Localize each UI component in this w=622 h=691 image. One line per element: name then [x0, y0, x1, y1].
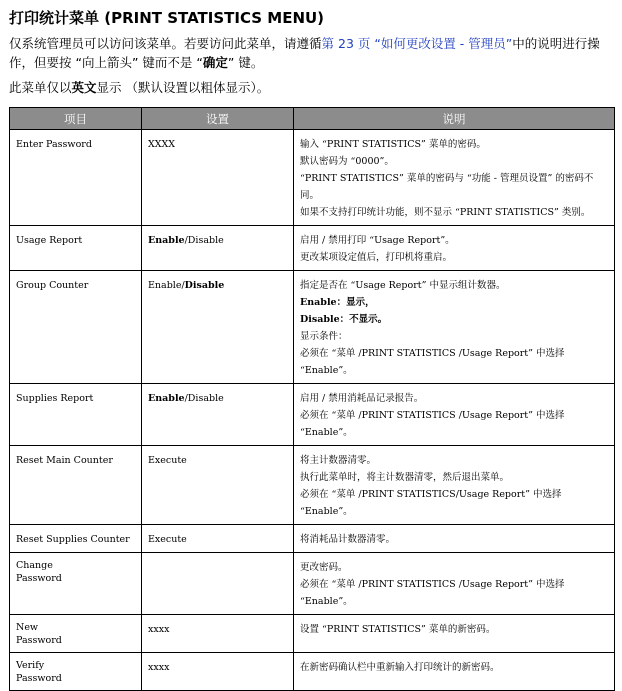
description-line: 指定是否在 “Usage Report” 中显示组计数器。 — [300, 280, 506, 291]
description-line: 执行此菜单时，将主计数器清零，然后退出菜单。 — [300, 472, 510, 483]
description-line: 默认密码为 “0000”。 — [300, 156, 394, 167]
item-label-line: Verify — [16, 660, 45, 671]
confirm-key-label: 确定 — [202, 55, 228, 70]
table-row — [10, 525, 615, 553]
note-text-1: 此菜单仅以 — [9, 80, 72, 95]
item-cell: Group Counter — [10, 271, 142, 384]
intro-paragraph — [9, 34, 615, 72]
intro-text-2: 中的说明进行操作，但要按 “向上箭头” 键而不是 “ — [9, 36, 600, 70]
column-header-setting: 设置 — [142, 108, 294, 130]
item-cell: Supplies Report — [10, 384, 142, 446]
table-row — [10, 653, 615, 691]
item-label-line: Password — [16, 573, 62, 584]
item-cell — [10, 615, 142, 653]
description-line: 必须在 “菜单 /PRINT STATISTICS/Usage Report” 中选择 “Enable”。 — [300, 489, 562, 517]
settings-page-link[interactable]: 第 23 页 “如何更改设置 - 管理员” — [321, 36, 513, 51]
setting-cell — [142, 525, 294, 553]
setting-default-value: Disable — [184, 280, 225, 291]
description-line: 输入 “PRINT STATISTICS” 菜单的密码。 — [300, 139, 486, 150]
table-header-row — [10, 108, 615, 130]
setting-cell — [142, 271, 294, 384]
description-line: 更改密码。 — [300, 562, 348, 573]
table-row — [10, 446, 615, 525]
description-line: 必须在 “菜单 /PRINT STATISTICS /Usage Report” 中选择 “Enable”。 — [300, 579, 565, 607]
description-cell — [294, 384, 615, 446]
setting-cell — [142, 653, 294, 691]
description-cell — [294, 130, 615, 226]
description-line: 启用 / 禁用消耗品记录报告。 — [300, 393, 424, 404]
setting-value: xxxx — [148, 624, 170, 635]
item-cell: Usage Report — [10, 226, 142, 271]
table-row — [10, 271, 615, 384]
intro-text-1: 仅系统管理员可以访问该菜单。若要访问此菜单，请遵循 — [9, 36, 322, 51]
item-cell — [10, 553, 142, 615]
language-note — [9, 78, 269, 96]
item-cell: Enter Password — [10, 130, 142, 226]
description-line: 将主计数器清零。 — [300, 455, 377, 466]
setting-value: /Disable — [184, 235, 224, 246]
setting-default-value: Enable — [148, 393, 185, 404]
setting-value: xxxx — [148, 662, 170, 673]
description-line: Enable：显示， — [300, 297, 375, 308]
description-line: 更改某项设定值后，打印机将重启。 — [300, 252, 453, 263]
item-label-line: Change — [16, 560, 53, 571]
description-line: 必须在 “菜单 /PRINT STATISTICS /Usage Report” 中选择 “Enable”。 — [300, 348, 565, 376]
description-cell — [294, 553, 615, 615]
description-cell — [294, 615, 615, 653]
item-cell: Reset Main Counter — [10, 446, 142, 525]
description-line: 在新密码确认栏中重新输入打印统计的新密码。 — [300, 662, 500, 673]
item-label-line: Password — [16, 673, 62, 684]
setting-cell — [142, 615, 294, 653]
description-line: “PRINT STATISTICS” 菜单的密码与 “功能 - 管理员设置” 的密码不同。 — [300, 173, 594, 201]
item-label-line: New — [16, 622, 39, 633]
table-row — [10, 226, 615, 271]
note-english-label: 英文 — [71, 80, 97, 95]
description-cell — [294, 226, 615, 271]
column-header-item: 项目 — [10, 108, 142, 130]
table-row — [10, 553, 615, 615]
column-header-description: 说明 — [294, 108, 615, 130]
setting-default-value: Enable — [148, 235, 185, 246]
description-cell — [294, 525, 615, 553]
setting-value: XXXX — [148, 139, 176, 150]
setting-value: Execute — [148, 455, 187, 466]
description-line: 启用 / 禁用打印 “Usage Report”。 — [300, 235, 455, 246]
description-line: 显示条件： — [300, 331, 348, 342]
table-row — [10, 130, 615, 226]
setting-value: Execute — [148, 534, 187, 545]
setting-cell — [142, 446, 294, 525]
item-cell — [10, 653, 142, 691]
description-cell — [294, 271, 615, 384]
setting-value: Enable/ — [148, 280, 185, 291]
intro-text-3: ” 键。 — [227, 55, 264, 70]
description-line: Disable：不显示。 — [300, 314, 388, 325]
page-title: 打印统计菜单 (PRINT STATISTICS MENU) — [9, 9, 325, 27]
description-cell — [294, 446, 615, 525]
description-line: 如果不支持打印统计功能，则不显示 “PRINT STATISTICS” 类别。 — [300, 207, 591, 218]
print-statistics-table — [9, 107, 615, 691]
table-row — [10, 384, 615, 446]
setting-value: /Disable — [184, 393, 224, 404]
item-label-line: Password — [16, 635, 62, 646]
item-cell: Reset Supplies Counter — [10, 525, 142, 553]
description-line: 必须在 “菜单 /PRINT STATISTICS /Usage Report” 中选择 “Enable”。 — [300, 410, 565, 438]
setting-cell — [142, 384, 294, 446]
setting-cell — [142, 553, 294, 615]
note-text-2: 显示 （默认设置以粗体显示）。 — [96, 80, 270, 95]
setting-cell — [142, 226, 294, 271]
description-cell — [294, 653, 615, 691]
description-line: 将消耗品计数器清零。 — [300, 534, 396, 545]
setting-cell — [142, 130, 294, 226]
description-line: 设置 “PRINT STATISTICS” 菜单的新密码。 — [300, 624, 496, 635]
table-row — [10, 615, 615, 653]
